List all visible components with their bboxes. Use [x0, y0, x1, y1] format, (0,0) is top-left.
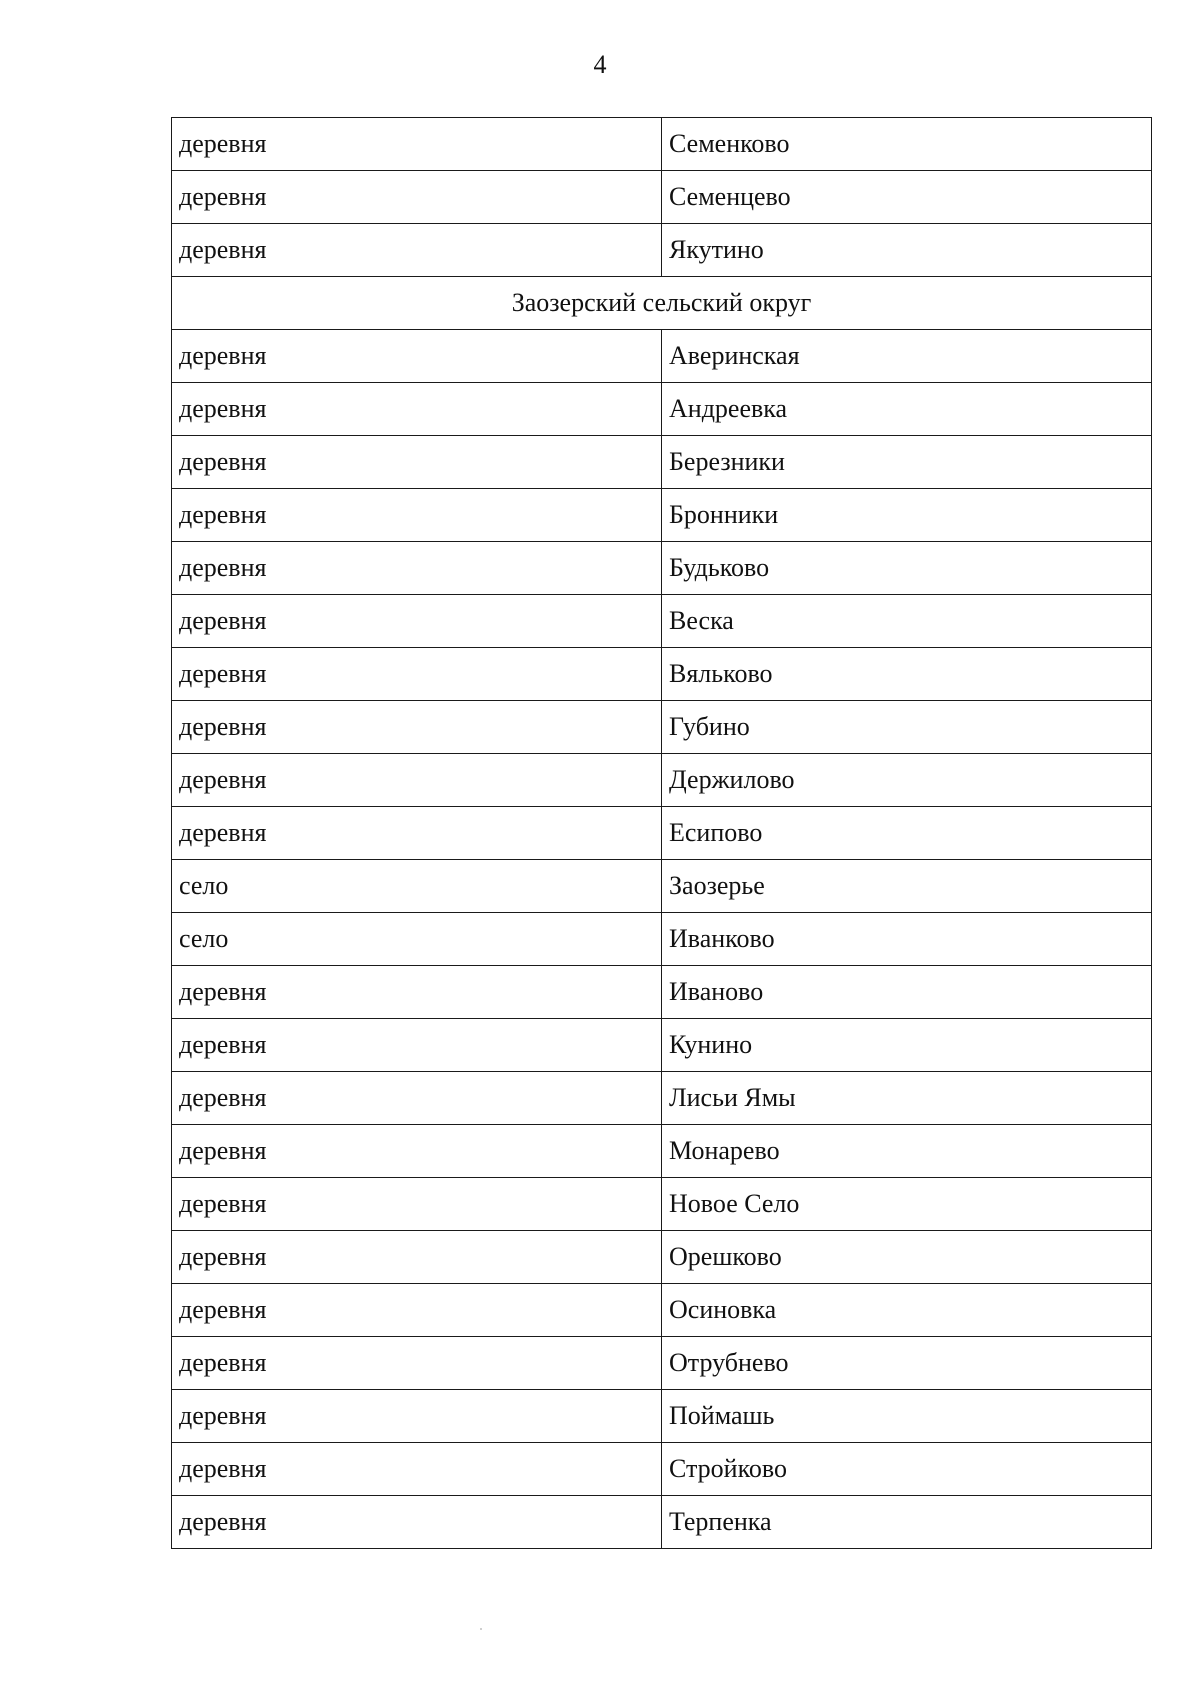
settlement-name-cell: Будьково: [662, 542, 1152, 595]
table-row: [172, 489, 1152, 542]
table-row: [172, 860, 1152, 913]
settlements-table: [171, 117, 1152, 1549]
table-row: [172, 1178, 1152, 1231]
settlement-type-cell: деревня: [172, 966, 662, 1019]
settlement-type-cell: деревня: [172, 171, 662, 224]
settlement-name-cell: Кунино: [662, 1019, 1152, 1072]
table-row: [172, 118, 1152, 171]
table-row: [172, 1337, 1152, 1390]
table-row: [172, 648, 1152, 701]
table-row: [172, 330, 1152, 383]
settlement-name-cell: Семенково: [662, 118, 1152, 171]
settlement-type-cell: село: [172, 860, 662, 913]
settlement-type-cell: деревня: [172, 383, 662, 436]
settlement-type-cell: деревня: [172, 330, 662, 383]
settlement-name-cell: Осиновка: [662, 1284, 1152, 1337]
settlement-type-cell: деревня: [172, 1496, 662, 1549]
table-row: [172, 1284, 1152, 1337]
settlement-name-cell: Заозерье: [662, 860, 1152, 913]
settlement-name-cell: Аверинская: [662, 330, 1152, 383]
table-row: [172, 436, 1152, 489]
settlement-type-cell: деревня: [172, 542, 662, 595]
settlement-type-cell: село: [172, 913, 662, 966]
table-row: [172, 1125, 1152, 1178]
settlement-name-cell: Андреевка: [662, 383, 1152, 436]
table-row: [172, 701, 1152, 754]
settlement-type-cell: деревня: [172, 1231, 662, 1284]
settlement-type-cell: деревня: [172, 807, 662, 860]
settlement-name-cell: Отрубнево: [662, 1337, 1152, 1390]
settlement-type-cell: деревня: [172, 1390, 662, 1443]
settlement-name-cell: Якутино: [662, 224, 1152, 277]
table-row: [172, 754, 1152, 807]
settlement-name-cell: Поймашь: [662, 1390, 1152, 1443]
section-header-row: [172, 277, 1152, 330]
table-row: [172, 1231, 1152, 1284]
settlement-name-cell: Лисьи Ямы: [662, 1072, 1152, 1125]
settlement-type-cell: деревня: [172, 701, 662, 754]
settlement-type-cell: деревня: [172, 489, 662, 542]
settlement-name-cell: Бронники: [662, 489, 1152, 542]
table-row: [172, 1019, 1152, 1072]
table-row: [172, 1390, 1152, 1443]
settlement-type-cell: деревня: [172, 1019, 662, 1072]
settlement-name-cell: Вяльково: [662, 648, 1152, 701]
settlement-name-cell: Есипово: [662, 807, 1152, 860]
settlement-name-cell: Орешково: [662, 1231, 1152, 1284]
settlement-type-cell: деревня: [172, 1443, 662, 1496]
settlement-type-cell: деревня: [172, 754, 662, 807]
table-row: [172, 1496, 1152, 1549]
table-row: [172, 542, 1152, 595]
section-title: Заозерский сельский округ: [172, 277, 1152, 330]
settlement-type-cell: деревня: [172, 1178, 662, 1231]
settlement-type-cell: деревня: [172, 648, 662, 701]
settlement-name-cell: Веска: [662, 595, 1152, 648]
settlement-type-cell: деревня: [172, 595, 662, 648]
table-row: [172, 913, 1152, 966]
settlement-name-cell: Монарево: [662, 1125, 1152, 1178]
settlement-name-cell: Иванково: [662, 913, 1152, 966]
settlement-type-cell: деревня: [172, 1072, 662, 1125]
scan-speck: [480, 1628, 482, 1630]
table-row: [172, 1072, 1152, 1125]
table-row: [172, 224, 1152, 277]
settlement-name-cell: Терпенка: [662, 1496, 1152, 1549]
table-row: [172, 966, 1152, 1019]
page-number: 4: [593, 50, 607, 79]
settlement-name-cell: Губино: [662, 701, 1152, 754]
table-row: [172, 807, 1152, 860]
table-row: [172, 1443, 1152, 1496]
settlement-type-cell: деревня: [172, 436, 662, 489]
settlement-type-cell: деревня: [172, 1284, 662, 1337]
settlement-name-cell: Новое Село: [662, 1178, 1152, 1231]
settlement-name-cell: Иваново: [662, 966, 1152, 1019]
settlement-type-cell: деревня: [172, 118, 662, 171]
table-row: [172, 383, 1152, 436]
settlement-name-cell: Березники: [662, 436, 1152, 489]
settlement-name-cell: Держилово: [662, 754, 1152, 807]
settlement-name-cell: Стройково: [662, 1443, 1152, 1496]
table-row: [172, 171, 1152, 224]
settlement-type-cell: деревня: [172, 1337, 662, 1390]
settlement-type-cell: деревня: [172, 224, 662, 277]
settlement-type-cell: деревня: [172, 1125, 662, 1178]
settlement-name-cell: Семенцево: [662, 171, 1152, 224]
table-row: [172, 595, 1152, 648]
